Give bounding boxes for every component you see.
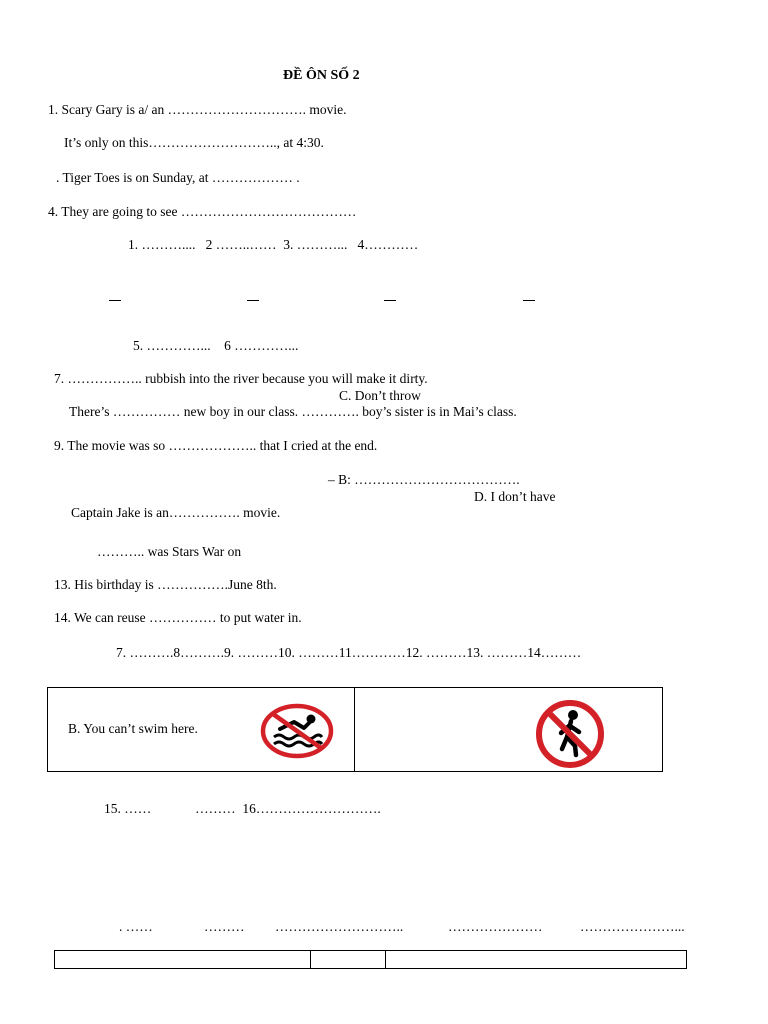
question-9: 9. The movie was so ……………….. that I cried at the end. — [54, 438, 378, 453]
picture-answers-1-4: 1. ……….... 2 ……..…… 3. ………... 4………… — [128, 237, 419, 252]
separator-dash — [109, 300, 121, 301]
separator-dash — [247, 300, 259, 301]
question-8: There’s …………… new boy in our class. …………. boy’s sister is in Mai’s class. — [69, 404, 517, 419]
answers-15-16: 15. …… ……… 16………………………. — [104, 801, 381, 816]
table-divider — [385, 951, 386, 968]
question-1: 1. Scary Gary is a/ an …………………………. movie. — [48, 102, 347, 117]
no-swimming-sign-icon — [260, 702, 334, 760]
page-title: ĐỀ ÔN SỐ 2 — [283, 68, 360, 83]
sign-b-caption: B. You can’t swim here. — [68, 721, 198, 736]
question-4: 4. They are going to see ………………………………… — [48, 204, 357, 219]
no-pedestrians-sign-icon — [534, 699, 608, 771]
dialogue-b: – B: ………………………………. — [328, 472, 520, 487]
table-divider — [310, 951, 311, 968]
question-12: ……….. was Stars War on — [97, 544, 242, 559]
option-c: C. Don’t throw — [339, 388, 421, 403]
bottom-blank: ……………………….. — [275, 919, 404, 934]
bottom-empty-table — [54, 950, 687, 969]
question-7: 7. …………….. rubbish into the river because you will make it dirty. — [54, 371, 428, 386]
picture-answers-5-6: 5. …………... 6 …………... — [133, 338, 299, 353]
separator-dash — [523, 300, 535, 301]
question-3: . Tiger Toes is on Sunday, at ……………… . — [56, 170, 300, 185]
question-13: 13. His birthday is …………….June 8th. — [54, 577, 277, 592]
question-11: Captain Jake is an……………. movie. — [71, 505, 281, 520]
question-2: It’s only on this……………………….., at 4:30. — [64, 135, 324, 150]
separator-dash — [384, 300, 396, 301]
bottom-blank: ………………… — [448, 919, 543, 934]
bottom-blank: …………………... — [580, 919, 685, 934]
bottom-blank: . …… — [119, 919, 153, 934]
bottom-blank: ……… — [204, 919, 245, 934]
question-14: 14. We can reuse …………… to put water in. — [54, 610, 302, 625]
answers-7-14: 7. ……….8……….9. ………10. ………11…………12. ………13. ………14……… — [116, 645, 582, 660]
signs-table — [47, 687, 663, 772]
table-divider — [354, 688, 355, 771]
option-d: D. I don’t have — [474, 489, 556, 504]
